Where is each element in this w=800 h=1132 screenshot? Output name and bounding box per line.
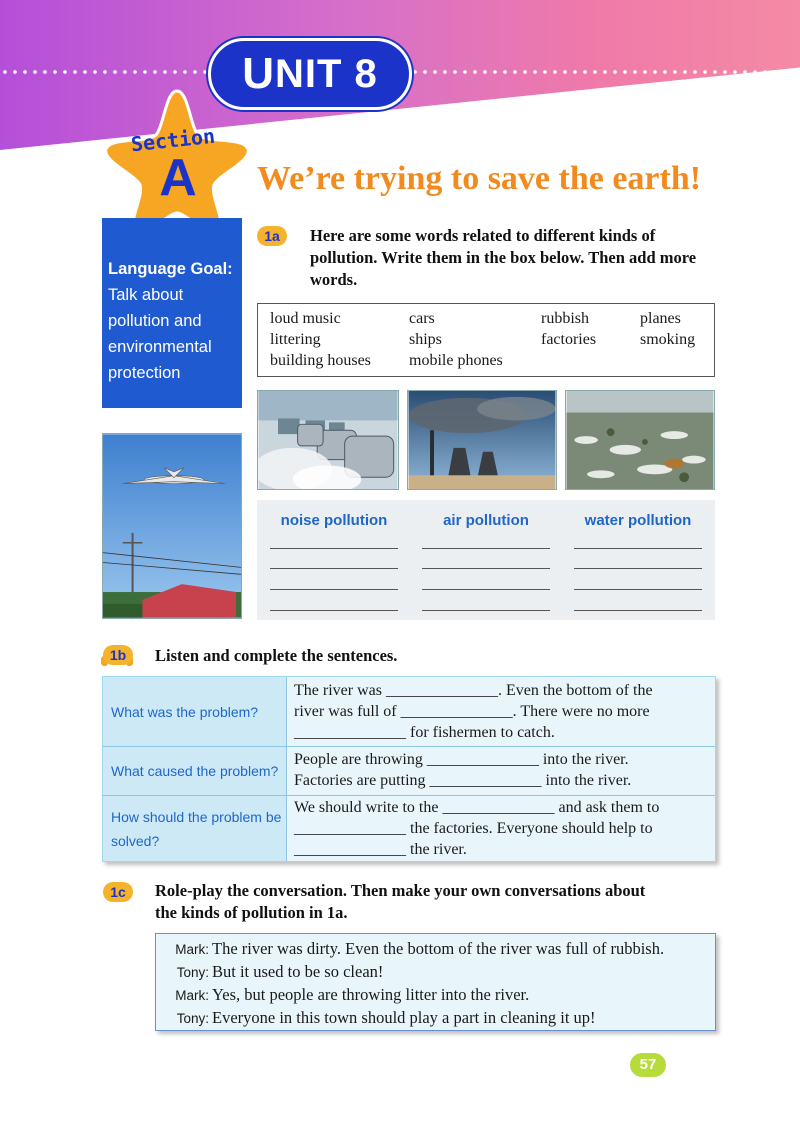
row-divider (103, 795, 715, 796)
section-title: We’re trying to save the earth! (257, 160, 702, 197)
speaker-label: Tony: (176, 965, 209, 980)
task-1a-badge: 1a (257, 226, 287, 246)
answer-line[interactable] (270, 610, 398, 611)
word-item: building houses (270, 352, 371, 369)
answer-line[interactable] (270, 548, 398, 549)
answer-line[interactable] (270, 589, 398, 590)
answer-line-text: river was full of ______________. There were no more (294, 703, 650, 720)
task-1c-instruction-line: the kinds of pollution in 1a. (155, 903, 348, 922)
conversation-line: Yes, but people are throwing litter into the river. (212, 985, 530, 1004)
answer-line[interactable] (574, 589, 702, 590)
answer-line-text: ______________ the river. (294, 841, 467, 858)
word-item: mobile phones (409, 352, 503, 369)
speaker-label: Tony: (176, 1011, 209, 1026)
listening-table (102, 676, 716, 862)
factory-smoke-photo (407, 390, 557, 490)
answer-line-text: ______________ for fishermen to catch. (294, 724, 555, 741)
section-letter: A (159, 149, 197, 207)
airplane-photo (102, 433, 242, 619)
unit-title-rest: NIT 8 (274, 51, 378, 96)
answer-line[interactable] (574, 568, 702, 569)
question-3-line: solved? (111, 833, 160, 849)
row-divider (103, 746, 715, 747)
language-goal-label: Language Goal: (108, 260, 233, 278)
task-1c-instruction-line: Role-play the conversation. Then make your own conversations about (155, 881, 646, 900)
word-item: planes (640, 310, 681, 327)
column-divider (286, 677, 287, 861)
task-1c-badge: 1c (103, 882, 133, 902)
page-number: 57 (630, 1053, 666, 1077)
answer-line-text: ______________ the factories. Everyone should help to (294, 820, 653, 837)
section-word: Section (129, 123, 217, 157)
dotted-line-left (0, 70, 215, 74)
question-1: What was the problem? (111, 704, 259, 720)
word-item: ships (409, 331, 442, 348)
answer-line[interactable] (422, 610, 550, 611)
task-1b-badge: 1b (103, 645, 133, 665)
word-item: cars (409, 310, 435, 327)
word-item: rubbish (541, 310, 589, 327)
traffic-photo (257, 390, 399, 490)
speaker-label: Mark: (175, 942, 209, 957)
word-item: factories (541, 331, 597, 348)
category-noise: noise pollution (280, 512, 388, 529)
answer-line[interactable] (422, 568, 550, 569)
unit-title-first: U (242, 49, 275, 98)
answer-line[interactable] (574, 610, 702, 611)
answer-line[interactable] (422, 589, 550, 590)
conversation-line: The river was dirty. Even the bottom of the river was full of rubbish. (212, 939, 665, 958)
answer-line-text: We should write to the ______________ and ask them to (294, 799, 660, 816)
word-item: loud music (270, 310, 341, 327)
task-1a-instruction: Here are some words related to different kinds of pollution. Write them in the box below. Then add more words. (310, 226, 697, 289)
answer-line[interactable] (422, 548, 550, 549)
conversation-line: Everyone in this town should play a part in cleaning it up! (212, 1008, 596, 1027)
answer-line-text: The river was ______________. Even the bottom of the (294, 682, 653, 699)
answer-line[interactable] (270, 568, 398, 569)
task-1b-instruction: Listen and complete the sentences. (155, 646, 398, 665)
speaker-label: Mark: (175, 988, 209, 1003)
word-item: smoking (640, 331, 696, 348)
answer-line-text: People are throwing ______________ into the river. (294, 751, 629, 768)
conversation-line: But it used to be so clean! (212, 962, 384, 981)
polluted-water-photo (565, 390, 715, 490)
answer-line-text: Factories are putting ______________ into the river. (294, 772, 632, 789)
answer-line[interactable] (574, 548, 702, 549)
category-air: air pollution (443, 512, 529, 529)
question-2: What caused the problem? (111, 763, 279, 779)
category-water: water pollution (584, 512, 692, 529)
language-goal-text: Talk about pollution and environmental protection (108, 286, 212, 382)
question-3-line: How should the problem be (111, 809, 282, 825)
dotted-line-right (410, 70, 800, 74)
language-goal-box (102, 218, 242, 408)
word-item: littering (270, 331, 321, 348)
